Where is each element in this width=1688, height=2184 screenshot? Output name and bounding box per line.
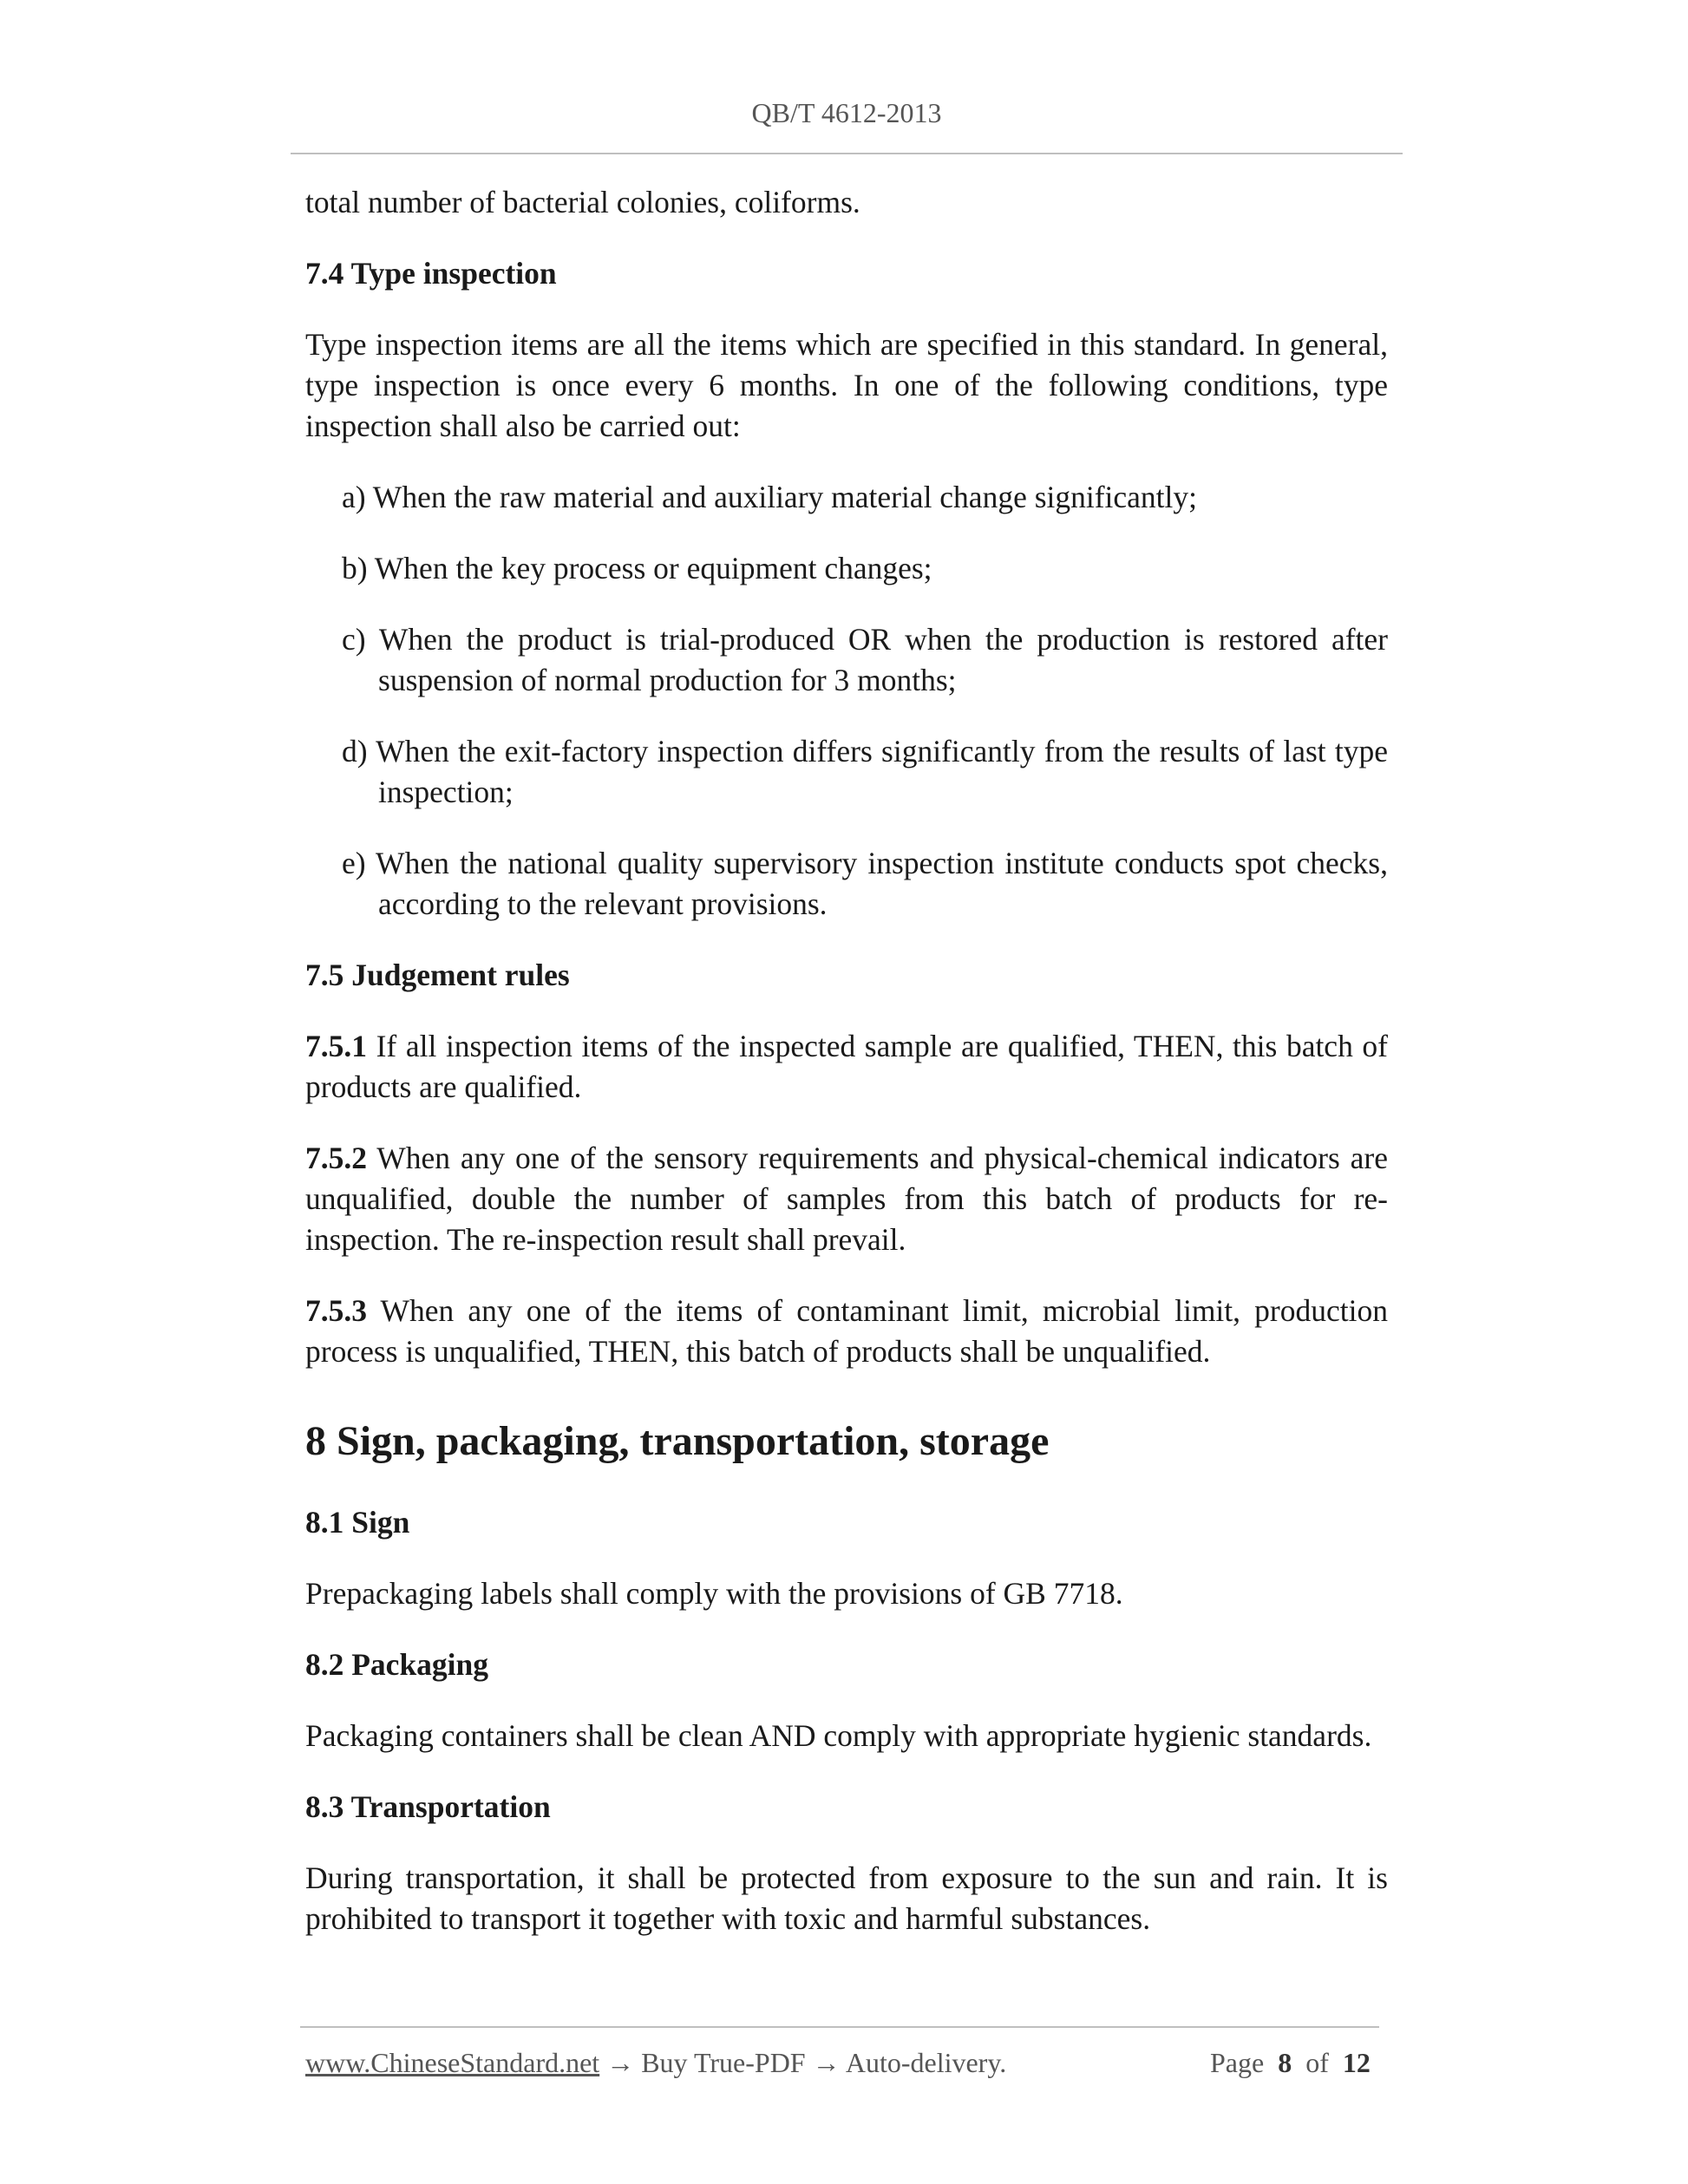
continued-paragraph: total number of bacterial colonies, coliforms. — [305, 185, 860, 219]
current-page-number: 8 — [1278, 2047, 1292, 2078]
clause-7-5-2 — [305, 1138, 1388, 1260]
footer-promo-text: → Buy True-PDF → Auto-delivery. — [599, 2047, 1007, 2078]
website-link[interactable]: www.ChineseStandard.net — [305, 2047, 600, 2078]
paragraph-8-3: During transportation, it shall be protected from exposure to the sun and rain. It is prohibited to transport it together with toxic and harmful substances. — [305, 1860, 1388, 1936]
list-item-d: d) When the exit-factory inspection differs significantly from the results of last type inspection; — [342, 734, 1388, 809]
footer-divider — [300, 2026, 1379, 2028]
paragraph-8-1: Prepackaging labels shall comply with the provisions of GB 7718. — [305, 1576, 1123, 1611]
clause-number: 7.5.2 — [305, 1141, 367, 1175]
list-item-a: a) When the raw material and auxiliary material change significantly; — [342, 480, 1198, 514]
list-item-b: b) When the key process or equipment changes; — [342, 551, 932, 585]
total-pages-number: 12 — [1342, 2047, 1371, 2078]
document-body — [305, 182, 1388, 1939]
header-divider — [291, 153, 1403, 154]
clause-number: 7.5.3 — [305, 1293, 367, 1328]
heading-8-2: 8.2 Packaging — [305, 1647, 489, 1682]
paragraph-7-4: Type inspection items are all the items which are specified in this standard. In general, type inspection is once every 6 months. In one of the following conditions, type inspection shall also be carried out: — [305, 327, 1388, 443]
list-item-c: c) When the product is trial-produced OR when the production is restored after suspension of normal production for 3 months; — [342, 622, 1388, 697]
clause-text: When any one of the items of contaminant limit, microbial limit, production process is unqualified, THEN, this batch of products shall be unqualified. — [305, 1293, 1388, 1369]
clause-number: 7.5.1 — [305, 1029, 367, 1063]
clause-7-5-1 — [305, 1026, 1388, 1108]
heading-7-5: 7.5 Judgement rules — [305, 958, 570, 992]
page-header-title: QB/T 4612-2013 — [751, 97, 942, 128]
clause-text: If all inspection items of the inspected sample are qualified, THEN, this batch of products are qualified. — [305, 1029, 1388, 1104]
clause-7-5-3 — [305, 1291, 1388, 1372]
of-label: of — [1305, 2047, 1329, 2078]
heading-8-3: 8.3 Transportation — [305, 1789, 551, 1824]
page-label: Page — [1210, 2047, 1265, 2078]
heading-7-4: 7.4 Type inspection — [305, 256, 557, 291]
page-indicator — [1210, 2047, 1371, 2079]
footer-promo — [305, 2047, 1006, 2079]
paragraph-8-2: Packaging containers shall be clean AND comply with appropriate hygienic standards. — [305, 1718, 1372, 1753]
clause-text: When any one of the sensory requirements and physical-chemical indicators are unqualified, double the number of samples from this batch of products for re-inspection. The re-inspection result shall prevail. — [305, 1141, 1388, 1257]
heading-8: 8 Sign, packaging, transportation, storage — [305, 1418, 1050, 1464]
heading-8-1: 8.1 Sign — [305, 1505, 410, 1540]
list-item-e: e) When the national quality supervisory inspection institute conducts spot checks, according to the relevant provisions. — [342, 846, 1388, 921]
